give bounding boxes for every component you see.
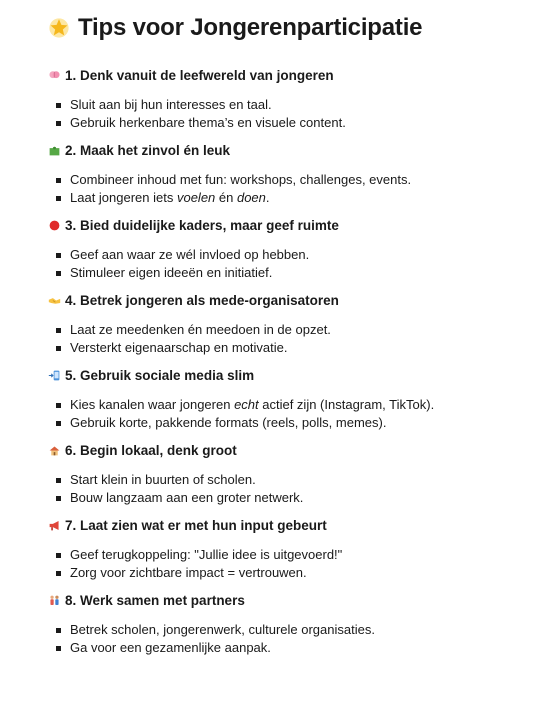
list-item-text: Combineer inhoud met fun: workshops, challenges, events. (70, 172, 412, 187)
list-item (56, 639, 511, 657)
list-item-text: Stimuleer eigen ideeën en initiatief. (70, 264, 273, 280)
list-item-text: Gebruik korte, pakkende formats (reels, polls, memes). (70, 414, 387, 430)
tip-heading (48, 68, 511, 83)
list-item (56, 189, 511, 207)
tip-heading (48, 443, 511, 458)
list-item (56, 246, 511, 264)
tip-list (48, 471, 511, 506)
tip-heading (48, 593, 511, 608)
list-item (56, 114, 511, 132)
tip-heading-text: 4. Betrek jongeren als mede-organisatoren (65, 293, 339, 308)
tip-heading (48, 143, 511, 158)
tip-heading-text: 5. Gebruik sociale media slim (65, 368, 255, 383)
brain-icon (48, 69, 61, 82)
list-item (56, 321, 511, 339)
tip-list (48, 171, 511, 206)
tip-list (48, 96, 511, 131)
tip-list (48, 246, 511, 281)
megaphone-icon (48, 519, 61, 532)
list-item-text: Laat ze meedenken én meedoen in de opzet. (70, 322, 331, 337)
title-row (48, 14, 511, 42)
tip-section (48, 68, 511, 131)
list-item (56, 171, 511, 189)
list-item-text: Ga voor een gezamenlijke aanpak. (70, 639, 271, 655)
emphasis-text: echt (234, 397, 259, 412)
list-item-text: Sluit aan bij hun interesses en taal. (70, 97, 272, 112)
tip-list (48, 396, 511, 431)
list-item-text: Kies kanalen waar jongeren (70, 397, 235, 412)
tip-list (48, 621, 511, 656)
tip-heading-text: 1. Denk vanuit de leefwereld van jongeren (65, 68, 334, 83)
list-item (56, 96, 511, 114)
list-item-text: actief zijn (Instagram, TikTok). (258, 397, 435, 412)
tip-section (48, 218, 511, 281)
sections-container (48, 68, 511, 656)
red-circle-icon (48, 219, 61, 232)
tip-heading (48, 518, 511, 533)
list-item-text: Zorg voor zichtbare impact = vertrouwen. (70, 564, 307, 580)
tip-list (48, 546, 511, 581)
tip-heading (48, 293, 511, 308)
list-item (56, 414, 511, 432)
list-item (56, 564, 511, 582)
list-item-text: én (215, 189, 237, 205)
list-item-text: Gebruik herkenbare thema’s en visuele content. (70, 114, 346, 130)
tip-section (48, 368, 511, 431)
list-item (56, 471, 511, 489)
tip-heading (48, 368, 511, 383)
people-icon (48, 594, 61, 607)
tip-section (48, 443, 511, 506)
tip-section (48, 518, 511, 581)
handshake-icon (48, 294, 61, 307)
tip-heading-text: 3. Bied duidelijke kaders, maar geef ruimte (65, 218, 339, 233)
tip-heading-text: 8. Werk samen met partners (65, 593, 245, 608)
tip-heading-text: 6. Begin lokaal, denk groot (65, 443, 237, 458)
emphasis-text: voelen (176, 189, 216, 205)
list-item-text: Laat jongeren iets (70, 189, 177, 205)
star-icon (48, 17, 70, 39)
emphasis-text: doen (236, 189, 266, 205)
list-item-text: Geef aan waar ze wél invloed op hebben. (70, 247, 310, 262)
tip-heading-text: 7. Laat zien wat er met hun input gebeurt (65, 518, 327, 533)
list-item (56, 339, 511, 357)
list-item (56, 621, 511, 639)
list-item-text: Start klein in buurten of scholen. (70, 472, 256, 487)
list-item-text: . (265, 189, 270, 205)
tip-section (48, 593, 511, 656)
list-item-text: Versterkt eigenaarschap en motivatie. (70, 339, 288, 355)
list-item-text: Bouw langzaam aan een groter netwerk. (70, 489, 304, 505)
list-item-text: Betrek scholen, jongerenwerk, culturele organisaties. (70, 622, 375, 637)
puzzle-icon (48, 144, 61, 157)
list-item-text: Geef terugkoppeling: "Jullie idee is uitgevoerd!" (70, 547, 343, 562)
tip-list (48, 321, 511, 356)
house-icon (48, 444, 61, 457)
tip-heading (48, 218, 511, 233)
list-item (56, 546, 511, 564)
page-title: Tips voor Jongerenparticipatie (78, 14, 423, 41)
tip-heading-text: 2. Maak het zinvol én leuk (65, 143, 231, 158)
tip-section (48, 143, 511, 206)
phone-icon (48, 369, 61, 382)
list-item (56, 489, 511, 507)
list-item (56, 264, 511, 282)
tip-section (48, 293, 511, 356)
list-item (56, 396, 511, 414)
